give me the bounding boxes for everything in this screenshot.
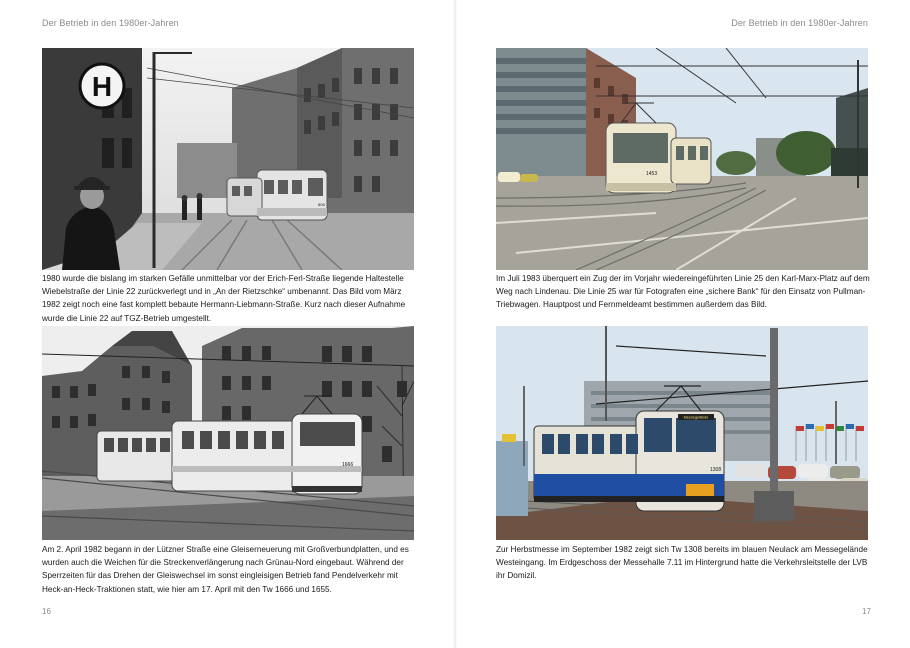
photo-luetzner-strasse	[42, 326, 414, 540]
right-running-head: Der Betrieb in den 1980er-Jahren	[731, 18, 868, 28]
caption-photo-top-right: Im Juli 1983 überquert ein Zug der im Vorjahr wiedereingeführten Linie 25 den Karl-Marx-Platz auf dem Weg nach Lindenau. Die Linie 25 war für Fotografen eine „sichere Bank“ für den Einsatz von Pullman-Triebwagen. Hauptpost und Fernmeldeamt bestimmen außerdem das Bild.	[496, 274, 870, 310]
tram-number-1453: 1453	[646, 171, 658, 177]
caption-photo-top-left: 1980 wurde die bislang im starken Gefälle unmittelbar vor der Erich-Ferl-Straße liegende Haltestelle Wiebelstraße der Linie 22 zurückverlegt und in „An der Rietzschke“ umbenannt. Das Bild vom März 1982 zeigt noch eine fast komplett bebaute Hermann-Liebmann-Straße. Kurz nach dieser Aufnahme wurde die Linie 22 auf TGZ-Betrieb umgestellt.	[42, 274, 406, 323]
tram-destination-sign: Messegelände	[683, 415, 709, 420]
photo-haltestelle-wiebelstrasse	[42, 48, 414, 270]
caption-photo-bottom-right: Zur Herbstmesse im September 1982 zeigt sich Tw 1308 bereits im blauen Neulack am Messegelände Westeingang. Im Erdgeschoss der Messehalle 7.11 im Hintergrund hatte die Verkehrsleitstelle der LVB ihr Domizil.	[496, 545, 868, 581]
left-running-head: Der Betrieb in den 1980er-Jahren	[42, 18, 179, 28]
tram-number-1308: 1308	[710, 467, 722, 473]
tram-number-808: 808	[318, 202, 325, 207]
photo-messegelaende-westeingang	[496, 326, 868, 540]
right-page-number: 17	[862, 607, 871, 616]
photo-karl-marx-platz	[496, 48, 868, 270]
haltestelle-sign-letter: H	[91, 71, 113, 102]
tram-number-1666: 1666	[342, 462, 354, 468]
caption-photo-bottom-left: Am 2. April 1982 begann in der Lützner Straße eine Gleiserneuerung mit Großverbundplatten, und es wurden auch die Weichen für die Streckenverlängerung nach Grünau-Nord eingebaut. Während der Sperrzeiten für das Drehen der Gleiswechsel im sonst eingleisigen Betrieb fand Pendelverkehr mit Heck-an-Heck-Traktionen statt, wie hier am 17. April mit den Tw 1666 und 1655.	[42, 545, 409, 594]
page-gutter	[453, 0, 457, 648]
left-page-number: 16	[42, 607, 51, 616]
